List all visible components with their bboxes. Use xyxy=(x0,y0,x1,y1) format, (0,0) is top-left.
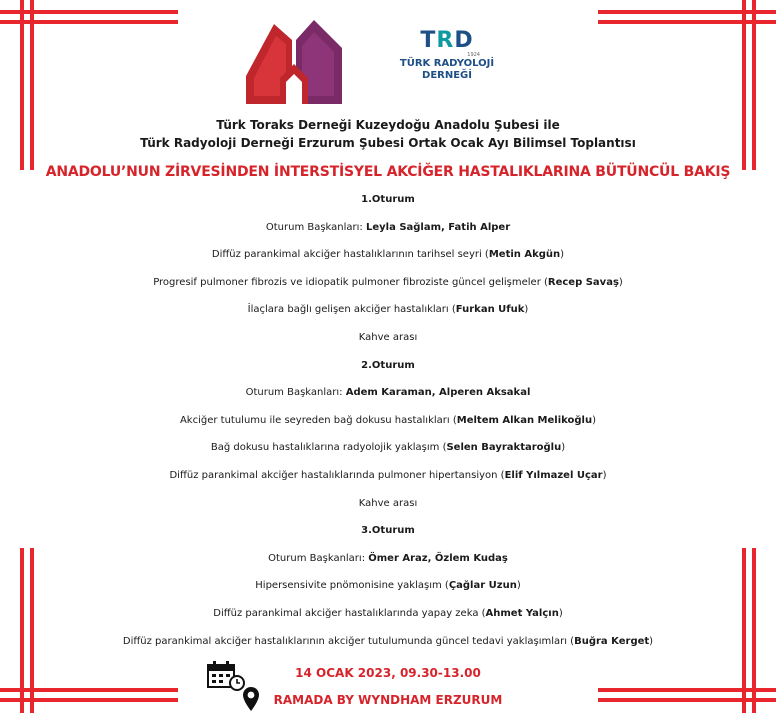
program-item-speaker: Selen Bayraktaroğlu xyxy=(446,442,562,453)
trd-logo-name-2: DERNEĞİ xyxy=(422,70,472,81)
program-item xyxy=(0,442,776,453)
program-item-close: ) xyxy=(649,636,654,647)
session-heading xyxy=(0,194,776,205)
program-item-text: İlaçlara bağlı gelişen akciğer hastalıkları ( xyxy=(247,304,456,315)
program-item-close: ) xyxy=(602,470,607,481)
organizer-line-1: Türk Toraks Derneği Kuzeydoğu Anadolu Şubesi ile xyxy=(216,118,560,132)
program-item xyxy=(0,415,776,426)
program-item-text: Diffüz parankimal akciğer hastalıklarının akciğer tutulumunda güncel tedavi yaklaşımları ( xyxy=(122,636,575,647)
trd-logo xyxy=(392,30,502,100)
program-item-text: Akciğer tutulumu ile seyreden bağ dokusu hastalıkları ( xyxy=(179,415,457,426)
program-item-speaker: 3.Oturum xyxy=(361,525,415,536)
program-item-text: Kahve arası xyxy=(358,498,418,509)
program-item-close: ) xyxy=(524,304,529,315)
trd-logo-year: 1924 xyxy=(467,52,480,58)
session-heading xyxy=(0,360,776,371)
program-item-speaker: Furkan Ufuk xyxy=(455,304,525,315)
program-item xyxy=(0,387,776,398)
program-item xyxy=(0,608,776,619)
program-item-speaker: Leyla Sağlam, Fatih Alper xyxy=(365,222,511,233)
program-item-speaker: 2.Oturum xyxy=(361,360,415,371)
program-item-text: Oturum Başkanları: xyxy=(265,222,366,233)
program-item-speaker: Ahmet Yalçın xyxy=(485,608,559,619)
program-item-speaker: Metin Akgün xyxy=(488,249,561,260)
program-item-text: Bağ dokusu hastalıklarına radyolojik yaklaşım ( xyxy=(210,442,447,453)
event-date-time: 14 OCAK 2023, 09.30-13.00 xyxy=(295,666,481,680)
program-item-text: Progresif pulmoner fibrozis ve idiopatik pulmoner fibroziste güncel gelişmeler ( xyxy=(153,277,548,288)
program-item-speaker: Recep Savaş xyxy=(547,277,619,288)
meeting-title: ANADOLU’NUN ZİRVESİNDEN İNTERSTİSYEL AKCİĞER HASTALIKLARINA BÜTÜNCÜL BAKIŞ xyxy=(45,164,731,180)
program-item xyxy=(0,249,776,260)
program-item xyxy=(0,636,776,647)
program-item-text: Hipersensivite pnömonisine yaklaşım ( xyxy=(255,580,449,591)
program-item-speaker: Çağlar Uzun xyxy=(448,580,517,591)
program-item-close: ) xyxy=(618,277,623,288)
program-item-speaker: Buğra Kerget xyxy=(574,636,650,647)
program-item-speaker: Ömer Araz, Özlem Kudaş xyxy=(368,553,508,564)
program-item-text: Diffüz parankimal akciğer hastalıklarında pulmoner hipertansiyon ( xyxy=(169,470,505,481)
session-heading xyxy=(0,525,776,536)
program-item-close: ) xyxy=(558,608,563,619)
program-item xyxy=(0,580,776,591)
program-item xyxy=(0,304,776,315)
program-item xyxy=(0,222,776,233)
program-item-text: Diffüz parankimal akciğer hastalıklarında yapay zeka ( xyxy=(213,608,486,619)
program-item xyxy=(0,498,776,509)
program-item-speaker: 1.Oturum xyxy=(361,194,415,205)
program-item xyxy=(0,553,776,564)
program-item-text: Oturum Başkanları: xyxy=(245,387,346,398)
toraks-dernegi-logo xyxy=(246,18,342,104)
program-item-text: Diffüz parankimal akciğer hastalıklarının tarihsel seyri ( xyxy=(211,249,489,260)
program-item-close: ) xyxy=(592,415,597,426)
program-item-close: ) xyxy=(516,580,521,591)
program-item-speaker: Adem Karaman, Alperen Aksakal xyxy=(345,387,531,398)
trd-logo-name-1: TÜRK RADYOLOJİ xyxy=(399,58,495,69)
program-item-text: Oturum Başkanları: xyxy=(268,553,369,564)
program-item-close: ) xyxy=(561,442,566,453)
trd-logo-mark: TRD xyxy=(420,28,474,53)
program-item-close: ) xyxy=(560,249,565,260)
program-item-speaker: Elif Yılmazel Uçar xyxy=(504,470,603,481)
organizer-line-2: Türk Radyoloji Derneği Erzurum Şubesi Ortak Ocak Ayı Bilimsel Toplantısı xyxy=(140,136,636,150)
event-venue: RAMADA BY WYNDHAM ERZURUM xyxy=(273,693,503,707)
program-item xyxy=(0,332,776,343)
program-item-speaker: Meltem Alkan Melikoğlu xyxy=(456,415,593,426)
program-item xyxy=(0,277,776,288)
program-item xyxy=(0,470,776,481)
program-item-text: Kahve arası xyxy=(358,332,418,343)
